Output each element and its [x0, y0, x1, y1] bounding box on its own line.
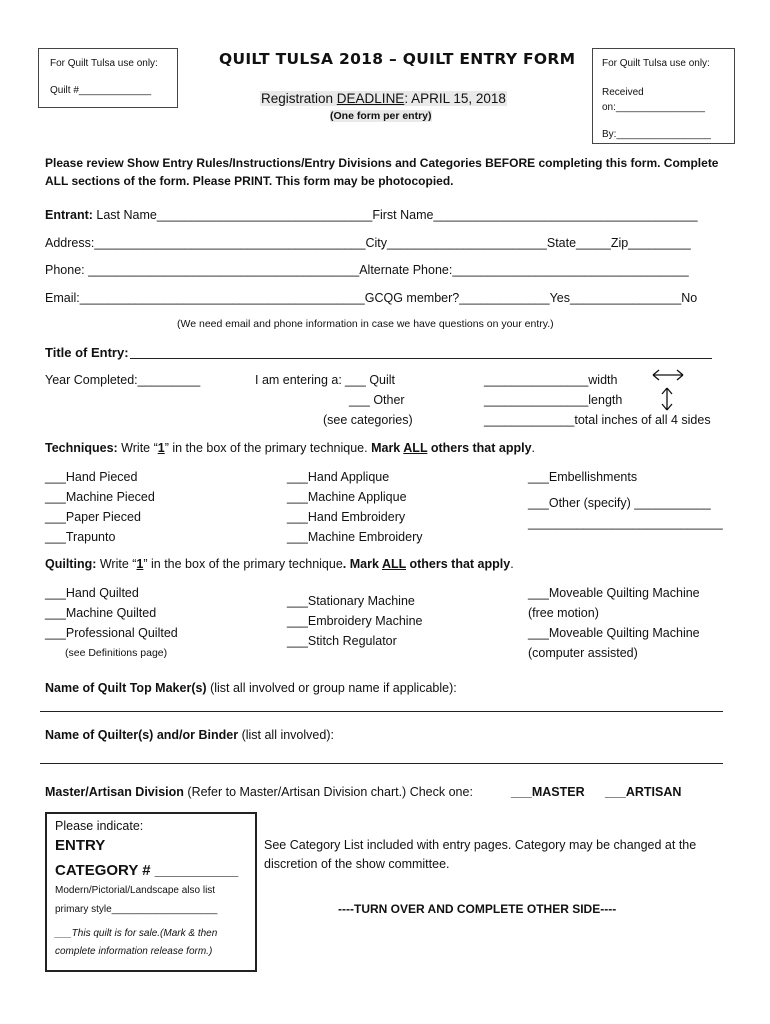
techniques-heading: Techniques: Write “1” in the box of the primary technique. Mark ALL others that apply. — [45, 441, 536, 455]
modern-note: Modern/Pictorial/Landscape also list — [55, 885, 216, 896]
primary-style-field[interactable]: primary style___________________ — [55, 904, 218, 915]
free-motion-note: (free motion) — [528, 606, 599, 620]
technique-other-line[interactable]: ____________________________ — [528, 516, 723, 530]
intro-line-1: Please review Show Entry Rules/Instructions/Entry Divisions and Categories BEFORE completing this form. Complete — [45, 156, 719, 170]
year-completed-field[interactable]: Year Completed:_________ — [45, 373, 201, 387]
technique-other-specify[interactable]: ___Other (specify) ___________ — [528, 496, 711, 510]
one-form-note: (One form per entry) — [330, 110, 432, 122]
release-form-note: complete information release form.) — [55, 946, 213, 957]
quilting-stationary-machine[interactable]: ___Stationary Machine — [287, 594, 415, 608]
length-field[interactable]: _______________length — [484, 393, 623, 407]
width-field[interactable]: _______________width — [484, 373, 618, 387]
vertical-arrow-icon — [660, 386, 674, 412]
technique-machine-embroidery[interactable]: ___Machine Embroidery — [287, 530, 423, 544]
computer-assisted-note: (computer assisted) — [528, 646, 638, 660]
technique-machine-applique[interactable]: ___Machine Applique — [287, 490, 407, 504]
top-maker-line[interactable] — [40, 711, 723, 712]
intro-line-2: ALL sections of the form. Please PRINT. This form may be photocopied. — [45, 174, 454, 188]
title-of-entry-label: Title of Entry: — [45, 345, 129, 360]
received-label: Received — [602, 87, 644, 98]
received-by-field[interactable]: By:_________________ — [602, 129, 711, 140]
horizontal-arrow-icon — [651, 368, 685, 382]
division-artisan-option[interactable]: ___ARTISAN — [605, 785, 682, 799]
technique-hand-applique[interactable]: ___Hand Applique — [287, 470, 390, 484]
address-row[interactable]: Address:_______________________________________City_______________________State_____Zip_________ — [45, 236, 691, 250]
quilt-number-field[interactable]: Quilt #_____________ — [50, 85, 152, 96]
technique-trapunto[interactable]: ___Trapunto — [45, 530, 116, 544]
office-use-label: For Quilt Tulsa use only: — [50, 58, 158, 69]
received-on-field[interactable]: on:________________ — [602, 102, 705, 113]
email-row[interactable]: Email:_________________________________________GCQG member?_____________Yes________________No — [45, 291, 698, 305]
quilting-machine-quilted[interactable]: ___Machine Quilted — [45, 606, 157, 620]
technique-paper-pieced[interactable]: ___Paper Pieced — [45, 510, 141, 524]
see-categories-note: (see categories) — [323, 413, 413, 427]
quilting-moveable-free-motion[interactable]: ___Moveable Quilting Machine — [528, 586, 700, 600]
entry-label: ENTRY — [55, 837, 106, 854]
entrant-name-row[interactable]: Entrant: Last Name_______________________________First Name______________________________________ — [45, 208, 698, 222]
entering-label: I am entering a: — [255, 373, 342, 387]
technique-machine-pieced[interactable]: ___Machine Pieced — [45, 490, 155, 504]
turn-over-note: ----TURN OVER AND COMPLETE OTHER SIDE---- — [338, 902, 617, 916]
form-title: QUILT TULSA 2018 – QUILT ENTRY FORM — [219, 50, 576, 68]
office-use-label-right: For Quilt Tulsa use only: — [602, 58, 710, 69]
contact-note: (We need email and phone information in case we have questions on your entry.) — [177, 318, 554, 330]
technique-hand-pieced[interactable]: ___Hand Pieced — [45, 470, 138, 484]
technique-embellishments[interactable]: ___Embellishments — [528, 470, 638, 484]
definitions-note: (see Definitions page) — [65, 647, 168, 659]
phone-row[interactable]: Phone: _______________________________________Alternate Phone:__________________________________ — [45, 263, 689, 277]
quilter-binder-line[interactable] — [40, 763, 723, 764]
category-list-note-2: discretion of the show committee. — [264, 857, 450, 871]
for-sale-option[interactable]: ___This quilt is for sale.(Mark & then — [55, 928, 218, 939]
quilting-professional-quilted[interactable]: ___Professional Quilted — [45, 626, 178, 640]
division-label: Master/Artisan Division (Refer to Master/Artisan Division chart.) Check one: — [45, 785, 473, 799]
quilting-hand-quilted[interactable]: ___Hand Quilted — [45, 586, 139, 600]
division-master-option[interactable]: ___MASTER — [511, 785, 585, 799]
entering-quilt-option[interactable]: ___ Quilt — [345, 373, 396, 387]
quilting-heading: Quilting: Write “1” in the box of the primary technique. Mark ALL others that apply. — [45, 557, 514, 571]
quilting-embroidery-machine[interactable]: ___Embroidery Machine — [287, 614, 423, 628]
technique-hand-embroidery[interactable]: ___Hand Embroidery — [287, 510, 406, 524]
please-indicate-label: Please indicate: — [55, 819, 144, 833]
title-of-entry-line[interactable] — [130, 358, 712, 359]
registration-deadline: Registration DEADLINE: APRIL 15, 2018 — [261, 91, 506, 106]
category-number-field[interactable]: CATEGORY # __________ — [55, 862, 239, 879]
quilting-moveable-computer[interactable]: ___Moveable Quilting Machine — [528, 626, 700, 640]
entering-other-option[interactable]: ___ Other — [349, 393, 405, 407]
quilter-binder-label: Name of Quilter(s) and/or Binder (list all involved): — [45, 728, 334, 742]
quilting-stitch-regulator[interactable]: ___Stitch Regulator — [287, 634, 397, 648]
top-maker-label: Name of Quilt Top Maker(s) (list all involved or group name if applicable): — [45, 681, 457, 695]
office-use-box-right — [592, 48, 735, 144]
office-use-box-left — [38, 48, 178, 108]
category-list-note-1: See Category List included with entry pages. Category may be changed at the — [264, 838, 697, 852]
total-inches-field[interactable]: _____________total inches of all 4 sides — [484, 413, 711, 427]
entry-category-box — [45, 812, 257, 972]
